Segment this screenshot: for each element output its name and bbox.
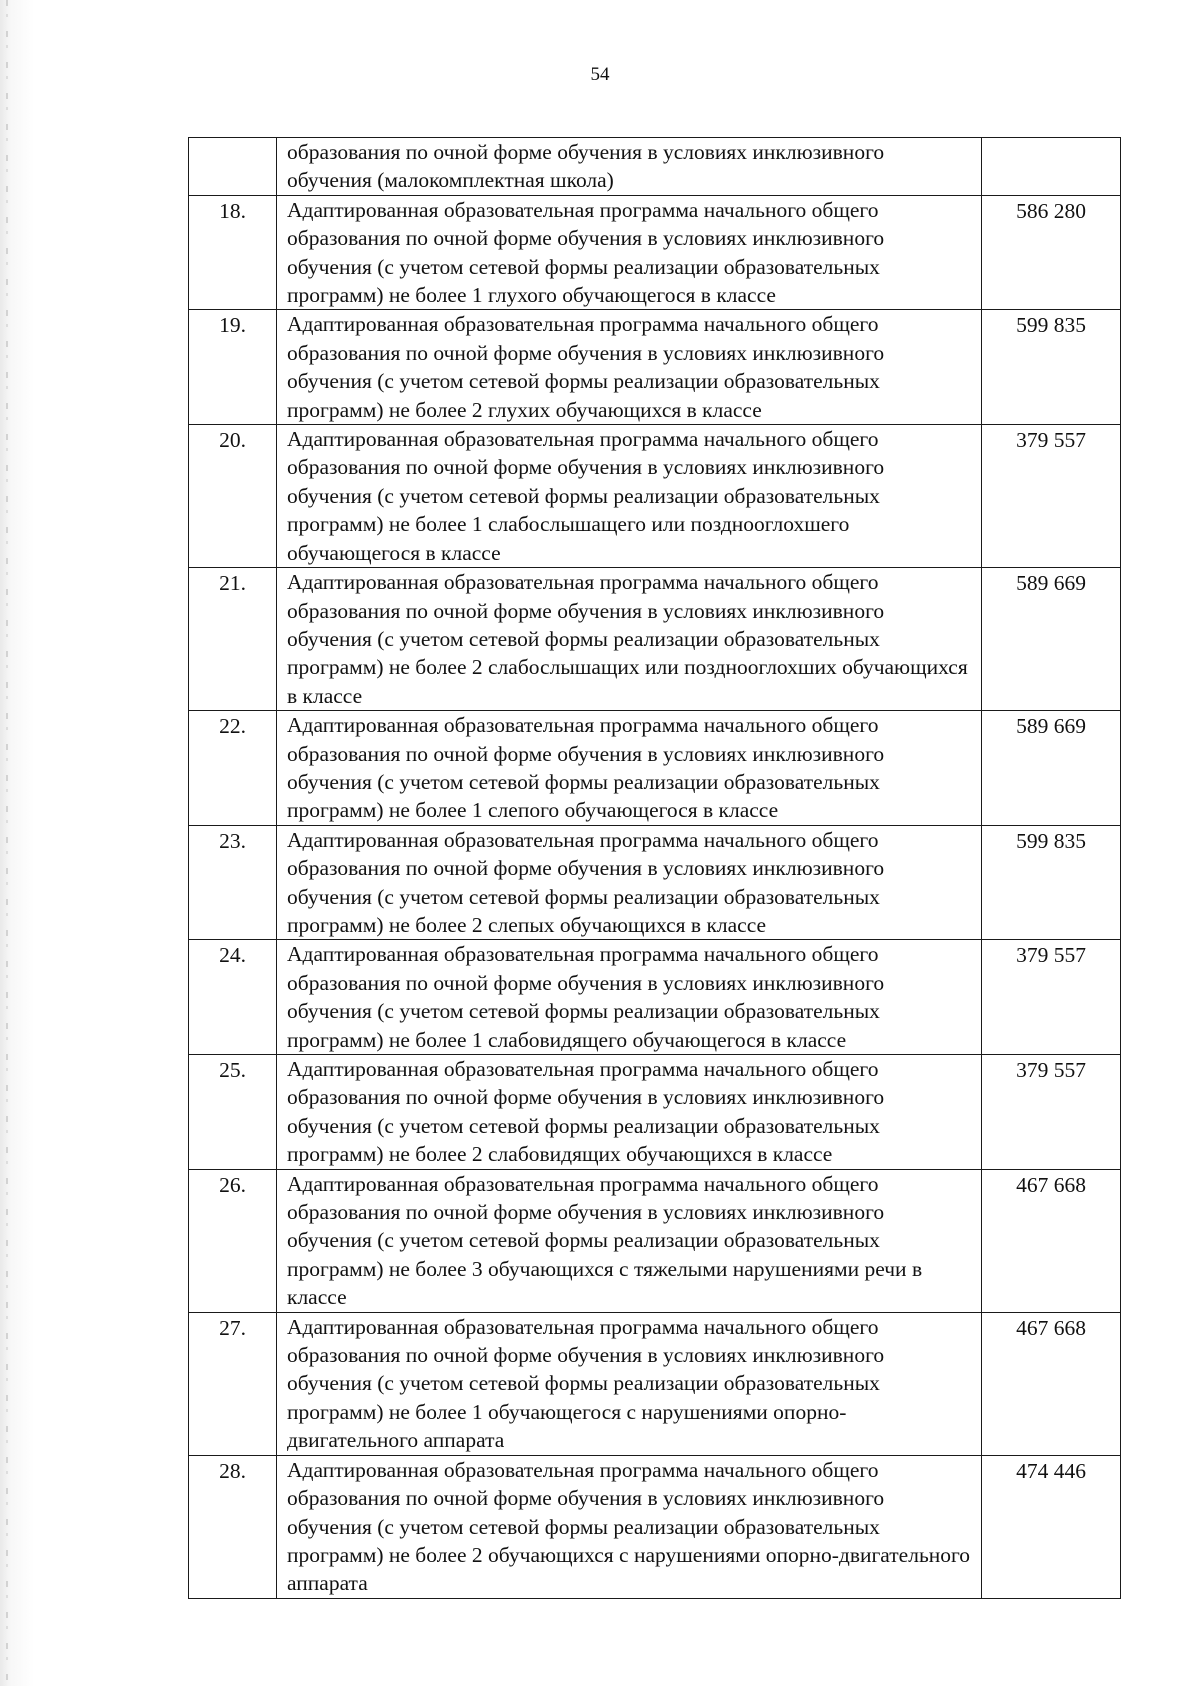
program-price-table — [188, 137, 1121, 1599]
row-number-cell: 26. — [189, 1169, 277, 1312]
row-number-cell: 27. — [189, 1312, 277, 1455]
table-row — [189, 195, 1121, 310]
program-description-cell: образования по очной форме обучения в условиях инклюзивного обучения (малокомплектная школа) — [277, 138, 982, 196]
row-number-cell: 18. — [189, 195, 277, 310]
program-description-cell: Адаптированная образовательная программа начального общего образования по очной форме обучения в условиях инклюзивного обучения (с учетом сетевой формы реализации образовательных программ) не более 2 слабовидящих обучающихся в классе — [277, 1055, 982, 1170]
row-number-cell: 21. — [189, 568, 277, 711]
table-row — [189, 1055, 1121, 1170]
table-row — [189, 1455, 1121, 1598]
table-row — [189, 138, 1121, 196]
amount-cell: 586 280 — [982, 195, 1121, 310]
scan-edge-shadow — [0, 0, 34, 1686]
amount-cell: 467 668 — [982, 1169, 1121, 1312]
table-row — [189, 425, 1121, 568]
table-row — [189, 711, 1121, 826]
row-number-cell — [189, 138, 277, 196]
row-number-cell: 22. — [189, 711, 277, 826]
program-description-cell: Адаптированная образовательная программа начального общего образования по очной форме обучения в условиях инклюзивного обучения (с учетом сетевой формы реализации образовательных программ) не более 3 обучающихся с тяжелыми нарушениями речи в классе — [277, 1169, 982, 1312]
program-description-cell: Адаптированная образовательная программа начального общего образования по очной форме обучения в условиях инклюзивного обучения (с учетом сетевой формы реализации образовательных программ) не более 1 глухого обучающегося в классе — [277, 195, 982, 310]
program-description-cell: Адаптированная образовательная программа начального общего образования по очной форме обучения в условиях инклюзивного обучения (с учетом сетевой формы реализации образовательных программ) не более 1 слабовидящего обучающегося в классе — [277, 940, 982, 1055]
row-number-cell: 24. — [189, 940, 277, 1055]
program-description-cell: Адаптированная образовательная программа начального общего образования по очной форме обучения в условиях инклюзивного обучения (с учетом сетевой формы реализации образовательных программ) не более 2 глухих обучающихся в классе — [277, 310, 982, 425]
program-description-cell: Адаптированная образовательная программа начального общего образования по очной форме обучения в условиях инклюзивного обучения (с учетом сетевой формы реализации образовательных программ) не более 2 слепых обучающихся в классе — [277, 825, 982, 940]
page-number: 54 — [590, 64, 610, 85]
amount-cell: 467 668 — [982, 1312, 1121, 1455]
row-number-cell: 25. — [189, 1055, 277, 1170]
amount-cell: 599 835 — [982, 825, 1121, 940]
row-number-cell: 19. — [189, 310, 277, 425]
amount-cell: 589 669 — [982, 568, 1121, 711]
row-number-cell: 23. — [189, 825, 277, 940]
amount-cell: 379 557 — [982, 425, 1121, 568]
program-description-cell: Адаптированная образовательная программа начального общего образования по очной форме обучения в условиях инклюзивного обучения (с учетом сетевой формы реализации образовательных программ) не более 1 слепого обучающегося в классе — [277, 711, 982, 826]
table-row — [189, 1312, 1121, 1455]
table-row — [189, 825, 1121, 940]
table-body — [189, 138, 1121, 1599]
program-description-cell: Адаптированная образовательная программа начального общего образования по очной форме обучения в условиях инклюзивного обучения (с учетом сетевой формы реализации образовательных программ) не более 1 обучающегося с нарушениями опорно-двигательного аппарата — [277, 1312, 982, 1455]
amount-cell: 589 669 — [982, 711, 1121, 826]
row-number-cell: 28. — [189, 1455, 277, 1598]
amount-cell — [982, 138, 1121, 196]
program-description-cell: Адаптированная образовательная программа начального общего образования по очной форме обучения в условиях инклюзивного обучения (с учетом сетевой формы реализации образовательных программ) не более 1 слабослышащего или позднооглохшего обучающегося в классе — [277, 425, 982, 568]
row-number-cell: 20. — [189, 425, 277, 568]
table-row — [189, 310, 1121, 425]
amount-cell: 474 446 — [982, 1455, 1121, 1598]
table-row — [189, 940, 1121, 1055]
amount-cell: 379 557 — [982, 1055, 1121, 1170]
table-row — [189, 1169, 1121, 1312]
amount-cell: 599 835 — [982, 310, 1121, 425]
program-description-cell: Адаптированная образовательная программа начального общего образования по очной форме обучения в условиях инклюзивного обучения (с учетом сетевой формы реализации образовательных программ) не более 2 обучающихся с нарушениями опорно-двигательного аппарата — [277, 1455, 982, 1598]
table-row — [189, 568, 1121, 711]
program-description-cell: Адаптированная образовательная программа начального общего образования по очной форме обучения в условиях инклюзивного обучения (с учетом сетевой формы реализации образовательных программ) не более 2 слабослышащих или позднооглохших обучающихся в классе — [277, 568, 982, 711]
amount-cell: 379 557 — [982, 940, 1121, 1055]
